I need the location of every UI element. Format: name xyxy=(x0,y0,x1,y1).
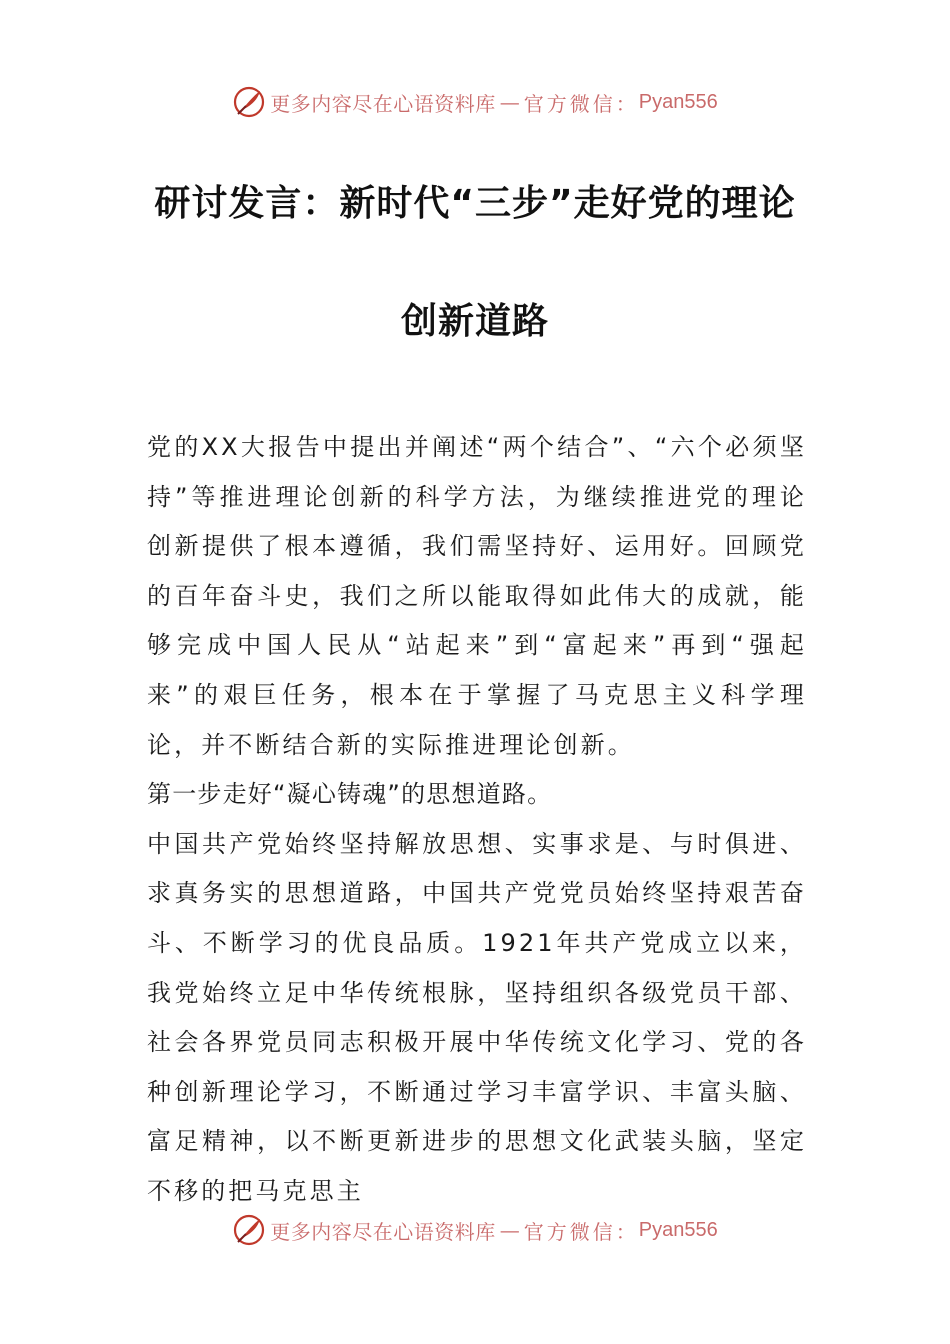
watermark-wechat-id: Pyan556 xyxy=(638,1218,718,1241)
paragraph-intro: 党的XX大报告中提出并阐述“两个结合”、“六个必须坚持”等推进理论创新的科学方法，为继续推进党的理论创新提供了根本遵循，我们需坚持好、运用好。回顾党的百年奋斗史，我们之所以能取得如此伟大的成就，能够完成中国人民从“站起来”到“富起来”再到“强起来”的艰巨任务，根本在于掌握了马克思主义科学理论，并不断结合新的实际推进理论创新。 xyxy=(147,433,807,759)
watermark-text: 更多内容尽在心语资料库 xyxy=(270,1219,496,1244)
watermark-wechat-id: Pyan556 xyxy=(638,90,718,113)
watermark-text: 更多内容尽在心语资料库 xyxy=(270,91,496,116)
document-body xyxy=(147,423,807,1217)
feather-pen-logo-icon xyxy=(232,1213,266,1247)
watermark-separator: — xyxy=(499,90,520,114)
paragraph-step-one-heading: 第一步走好“凝心铸魂”的思想道路。 xyxy=(147,780,553,809)
paragraph-step-one-body: 中国共产党始终坚持解放思想、实事求是、与时俱进、求真务实的思想道路，中国共产党党员始终坚持艰苦奋斗、不断学习的优良品质。1921年共产党成立以来，我党始终立足中华传统根脉，坚持组织各级党员干部、社会各界党员同志积极开展中华传统文化学习、党的各种创新理论学习，不断通过学习丰富学识、丰富头脑、富足精神，以不断更新进步的思想文化武装头脑，坚定不移的把马克思主 xyxy=(147,829,807,1205)
document-title-line-1: 研讨发言：新时代“三步”走好党的理论 xyxy=(154,183,796,224)
watermark-separator: — xyxy=(499,1218,520,1242)
watermark-wechat-label: 官方微信： xyxy=(523,1219,639,1244)
watermark-wechat-label: 官方微信： xyxy=(523,91,639,116)
footer-watermark xyxy=(0,1210,950,1250)
header-watermark xyxy=(0,82,950,122)
feather-pen-logo-icon xyxy=(232,85,266,119)
document-title-line-2: 创新道路 xyxy=(400,301,549,342)
